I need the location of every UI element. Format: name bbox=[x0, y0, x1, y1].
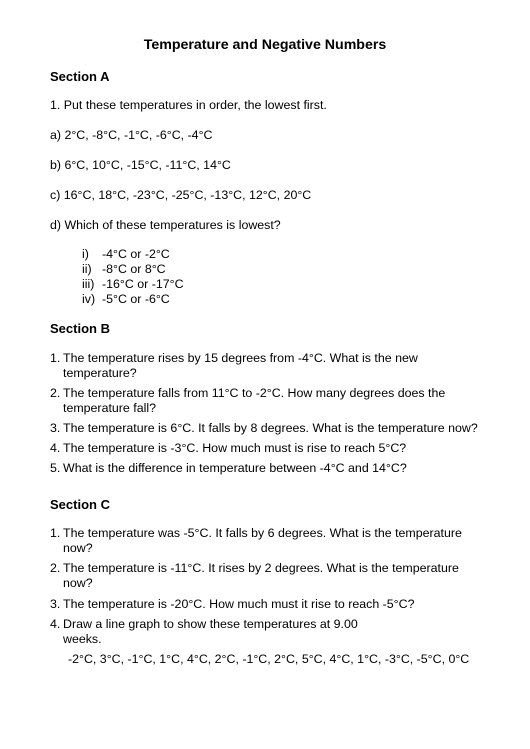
section-a-question-1: 1. Put these temperatures in order, the lowest first. bbox=[50, 98, 327, 112]
question-number: 2. bbox=[50, 386, 61, 400]
section-a-part-a: a) 2°C, -8°C, -1°C, -6°C, -4°C bbox=[50, 128, 213, 142]
question-number: 3. bbox=[50, 421, 61, 435]
section-a-heading: Section A bbox=[50, 69, 110, 84]
section-a-option-iii bbox=[82, 277, 184, 292]
question-text: The temperature is -3°C. How much must is rise to reach 5°C? bbox=[63, 441, 407, 455]
section-a-option-i bbox=[82, 247, 170, 262]
option-label: iv) bbox=[82, 292, 96, 306]
option-text: -16°C or -17°C bbox=[102, 277, 184, 291]
question-number: 4. bbox=[50, 441, 61, 455]
option-text: -8°C or 8°C bbox=[102, 262, 166, 276]
question-text: The temperature rises by 15 degrees from -4°C. What is the new bbox=[63, 351, 418, 365]
question-number: 4. bbox=[50, 617, 61, 631]
option-label: ii) bbox=[82, 262, 92, 276]
section-b-heading: Section B bbox=[50, 321, 110, 336]
option-label: i) bbox=[82, 247, 89, 261]
question-text: weeks. bbox=[63, 632, 102, 646]
page-title: Temperature and Negative Numbers bbox=[143, 37, 387, 53]
section-a-part-b: b) 6°C, 10°C, -15°C, -11°C, 14°C bbox=[50, 158, 231, 172]
question-text: temperature? bbox=[63, 366, 137, 380]
question-text: The temperature falls from 11°C to -2°C. How many degrees does the bbox=[63, 386, 446, 400]
question-text: now? bbox=[63, 541, 93, 555]
question-text: now? bbox=[63, 576, 93, 590]
question-number: 5. bbox=[50, 461, 61, 475]
section-a-part-d: d) Which of these temperatures is lowest? bbox=[50, 218, 281, 232]
question-number: 1. bbox=[50, 526, 61, 540]
question-text: The temperature is 6°C. It falls by 8 degrees. What is the temperature now? bbox=[63, 421, 478, 435]
question-text: The temperature is -11°C. It rises by 2 degrees. What is the temperature bbox=[63, 561, 459, 575]
question-number: 3. bbox=[50, 597, 61, 611]
question-number: 2. bbox=[50, 561, 61, 575]
section-a-option-iv bbox=[82, 292, 170, 307]
question-text: What is the difference in temperature between -4°C and 14°C? bbox=[63, 461, 407, 475]
question-text: Draw a line graph to show these temperatures at 9.00 bbox=[63, 617, 358, 631]
question-text: The temperature was -5°C. It falls by 6 degrees. What is the temperature bbox=[63, 526, 462, 540]
section-a-option-ii bbox=[82, 262, 166, 277]
question-number: 1. bbox=[50, 351, 61, 365]
section-c-heading: Section C bbox=[50, 497, 110, 512]
option-label: iii) bbox=[82, 277, 95, 291]
question-text: temperature fall? bbox=[63, 401, 156, 415]
section-a-part-c: c) 16°C, 18°C, -23°C, -25°C, -13°C, 12°C, 20°C bbox=[50, 188, 312, 202]
option-text: -5°C or -6°C bbox=[102, 292, 170, 306]
question-text: The temperature is -20°C. How much must it rise to reach -5°C? bbox=[63, 597, 415, 611]
temperature-list: -2°C, 3°C, -1°C, 1°C, 4°C, 2°C, -1°C, 2°C, 5°C, 4°C, 1°C, -3°C, -5°C, 0°C bbox=[68, 652, 470, 666]
option-text: -4°C or -2°C bbox=[102, 247, 170, 261]
